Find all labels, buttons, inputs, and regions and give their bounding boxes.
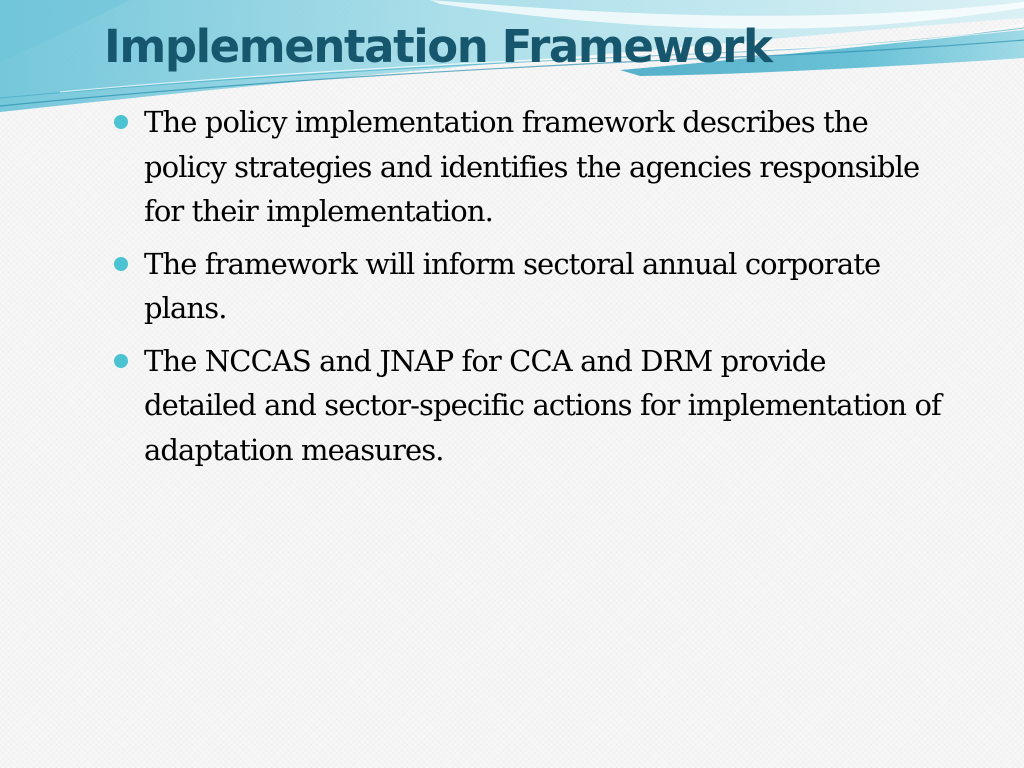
bullet-item xyxy=(114,242,944,331)
bullet-circle-icon xyxy=(114,257,128,271)
bullet-text: The NCCAS and JNAP for CCA and DRM provide detailed and sector-specific actions for implementation of adaptation measures. xyxy=(144,343,941,467)
bullet-list xyxy=(114,100,944,480)
bullet-text: The framework will inform sectoral annual corporate plans. xyxy=(144,246,881,325)
bullet-circle-icon xyxy=(114,354,128,368)
bullet-circle-icon xyxy=(114,115,128,129)
slide-title: Implementation Framework xyxy=(104,20,772,73)
bullet-text: The policy implementation framework describes the policy strategies and identifies the agencies responsible for their implementation. xyxy=(144,105,920,228)
bullet-item xyxy=(114,339,944,473)
bullet-item xyxy=(114,100,944,234)
